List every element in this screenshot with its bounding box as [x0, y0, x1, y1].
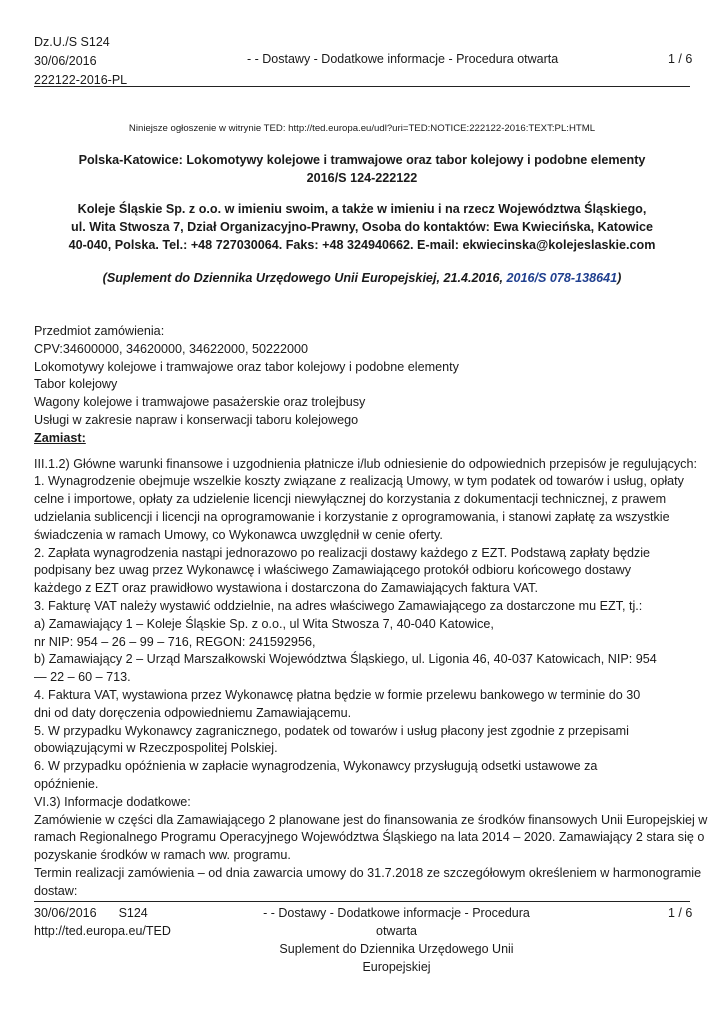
supplement-link[interactable]: 2016/S 078-138641: [506, 271, 618, 285]
footer-divider: [34, 901, 690, 902]
body-line: 4. Faktura VAT, wystawiona przez Wykonawcę płatna będzie w formie przelewu bankowego w terminie do 30: [34, 687, 641, 702]
body-line: a) Zamawiający 1 – Koleje Śląskie Sp. z o.o., ul Wita Stwosza 7, 40-040 Katowice,: [34, 616, 494, 631]
body-line: 2. Zapłata wynagrodzenia nastąpi jednorazowo po realizacji dostawy każdego z EZT. Podstawą zapłaty będzie: [34, 545, 651, 560]
supplement-text: (Suplement do Dziennika Urzędowego Unii Europejskiej, 21.4.2016,: [102, 271, 507, 285]
body-line: 3. Fakturę VAT należy wystawić oddzielnie, na adres właściwego Zamawiającego za dostarczone mu EZT, tj.:: [34, 598, 643, 613]
body-line: 5. W przypadku Wykonawcy zagranicznego, podatek od towarów i usług płacony jest zgodnie z przepisami: [34, 723, 629, 738]
notice-body: [34, 323, 708, 901]
body-line: każdego z EZT oraz prawidłowo wystawiona i dostarczona do Zamawiających faktura VAT.: [34, 581, 538, 596]
body-line: Termin realizacji zamówienia – od dnia zawarcia umowy do 31.7.2018 ze szczegółowym określeniem w harmonogramie: [34, 865, 702, 880]
body-line: dni od daty doręczenia odpowiedniemu Zamawiającemu.: [34, 705, 352, 720]
ted-notice-line: Niniejsze ogłoszenie w witrynie TED: http://ted.europa.eu/udl?uri=TED:NOTICE:222122-2016:TEXT:PL:HTML: [128, 123, 596, 134]
notice-title-line2: 2016/S 124-222122: [306, 171, 418, 185]
body-line: VI.3) Informacje dodatkowe:: [34, 794, 191, 809]
notice-title-line1: Polska-Katowice: Lokomotywy kolejowe i tramwajowe oraz tabor kolejowy i podobne elementy: [78, 153, 646, 167]
footer-page-number: 1 / 6: [668, 906, 693, 920]
footer-url: http://ted.europa.eu/TED: [34, 924, 171, 938]
body-line: 6. W przypadku opóźnienia w zapłacie wynagrodzenia, Wykonawcy przysługują odsetki ustawowe za: [34, 759, 598, 774]
header-meta: [34, 33, 127, 90]
contracting-line3: 40-040, Polska. Tel.: +48 727030064. Faks: +48 324940662. E-mail: ekwiecinska@kolejeslaskie.com: [68, 238, 656, 252]
supplement-reference: [34, 271, 690, 285]
body-line: dostaw:: [34, 883, 78, 898]
header-date: 30/06/2016: [34, 54, 97, 68]
body-line: udzielania sublicencji i licencji na oprogramowanie i korzystanie z oprogramowania, i stanowi zapłatę za wszystkie: [34, 509, 670, 524]
footer-series: S124: [118, 906, 148, 920]
body-line: III.1.2) Główne warunki finansowe i uzgodnienia płatnicze i/lub odniesienie do odpowiednich przepisów je regulujących:: [34, 456, 697, 471]
cpv-codes: CPV:34600000, 34620000, 34622000, 50222000: [34, 341, 309, 356]
body-line: ramach Regionalnego Programu Operacyjnego Województwa Śląskiego na lata 2014 – 2020. Zamawiający 2 stara się o: [34, 830, 705, 845]
body-line: pozyskanie środków w ramach ww. programu.: [34, 848, 291, 863]
footer-meta: [34, 904, 171, 940]
header-page-number: 1 / 6: [668, 52, 693, 66]
supplement-close: ): [617, 271, 622, 285]
footer-date: 30/06/2016: [34, 906, 97, 920]
footer-center-line2: Suplement do Dziennika Urzędowego Unii Europejskiej: [279, 942, 514, 974]
body-line: Zamówienie w części dla Zamawiającego 2 planowane jest do finansowania ze środków finansowych Unii Europejskiej w: [34, 812, 708, 827]
subject-item: Lokomotywy kolejowe i tramwajowe oraz tabor kolejowy i podobne elementy: [34, 359, 459, 374]
header-title: - - Dostawy - Dodatkowe informacje - Procedura otwarta: [247, 52, 559, 66]
contracting-line2: ul. Wita Stwosza 7, Dział Organizacyjno-Prawny, Osoba do kontaktów: Ewa Kwiecińska, Katowice: [71, 220, 653, 234]
body-line: celne i importowe, opłaty za udzielenie licencji niewyłącznej do korzystania z dokumentacji technicznej, z prawem: [34, 492, 667, 507]
subject-item: Wagony kolejowe i tramwajowe pasażerskie oraz trolejbusy: [34, 395, 366, 410]
body-line: świadczenia w ramach Umowy, co Wykonawca uwzględnił w cenie oferty.: [34, 527, 443, 542]
body-line: — 22 – 60 – 713.: [34, 670, 131, 685]
contracting-line1: Koleje Śląskie Sp. z o.o. w imieniu swoim, a także w imieniu i na rzecz Województwa Śląskiego,: [77, 202, 647, 216]
spacer: [34, 448, 694, 456]
header-divider: [34, 86, 690, 87]
journal-ref: Dz.U./S S124: [34, 35, 110, 49]
body-line: podpisany bez uwag przez Wykonawcę i właściwego Zamawiającego protokół odbioru końcowego dostawy: [34, 563, 632, 578]
subject-item: Usługi w zakresie napraw i konserwacji taboru kolejowego: [34, 412, 359, 427]
notice-id: 222122-2016-PL: [34, 73, 128, 87]
body-line: opóźnienie.: [34, 776, 99, 791]
subject-label: Przedmiot zamówienia:: [34, 324, 165, 338]
subject-item: Tabor kolejowy: [34, 377, 118, 392]
body-line: obowiązującymi w Rzeczpospolitej Polskiej.: [34, 741, 278, 756]
footer-center-line1: - - Dostawy - Dodatkowe informacje - Procedura otwarta: [263, 906, 530, 938]
contracting-authority: [34, 200, 690, 254]
instead-label: Zamiast:: [34, 430, 86, 445]
body-line: nr NIP: 954 – 26 – 99 – 716, REGON: 241592956,: [34, 634, 316, 649]
footer-title: [244, 904, 549, 976]
body-line: 1. Wynagrodzenie obejmuje wszelkie koszty związane z realizacją Umowy, w tym podatek od towarów i usług, opłaty: [34, 474, 684, 489]
notice-title: [34, 151, 690, 187]
footer-date-row: [34, 904, 171, 922]
body-line: b) Zamawiający 2 – Urząd Marszałkowski Województwa Śląskiego, ul. Ligonia 46, 40-037 Katowicach, NIP: 954: [34, 652, 657, 667]
